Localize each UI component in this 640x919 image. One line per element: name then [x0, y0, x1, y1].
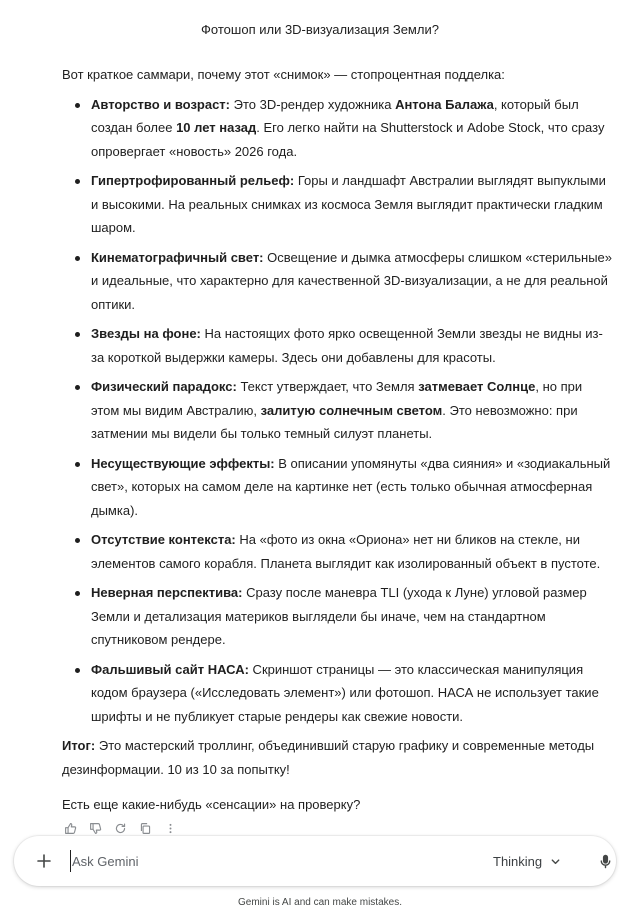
list-item: [62, 375, 612, 446]
point-text: Это 3D-рендер художника: [230, 96, 396, 112]
point-emphasis: Антона Балажа: [395, 96, 494, 112]
followup-question: Есть еще какие-нибудь «сенсации» на проверку?: [62, 797, 361, 812]
list-item: [62, 581, 612, 652]
point-text: Сразу после маневра TLI (ухода к Луне) угловой размер Земли и детализация материков выглядели бы иначе, чем на стандартном спутниковом рендере.: [91, 585, 587, 647]
point-heading: Отсутствие контекста:: [91, 532, 236, 547]
point-text: , но при этом мы видим Австралию,: [91, 379, 583, 418]
summary-text: Это мастерский троллинг, объединивший старую графику и современные методы дезинформации. 10 из 10 за попытку!: [62, 738, 595, 777]
thumb-up-icon[interactable]: [62, 820, 78, 836]
mode-label: Thinking: [493, 853, 543, 869]
more-vert-icon[interactable]: [162, 820, 178, 836]
point-text: . Его легко найти на Shutterstock и Adobe Stock, что сразу опровергает «новость» 2026 года.: [91, 120, 605, 159]
point-text: На «фото из окна «Ориона» нет ни бликов на стекле, ни элементов самого корабля. Планета выглядит как изолированный объект в пустоте.: [91, 532, 601, 571]
add-attachment-button[interactable]: [32, 849, 56, 873]
copy-icon[interactable]: [137, 820, 153, 836]
point-heading: Звезды на фоне:: [91, 326, 201, 341]
point-text: , который был создан более: [91, 96, 579, 135]
list-item: [62, 169, 612, 240]
point-text: Скриншот страницы — это классическая манипуляция кодом браузера («Исследовать элемент») или фотошоп. НАСА не использует такие шрифты и не публикует старые рендеры как свежие новости.: [91, 661, 599, 724]
point-text: На настоящих фото ярко освещенной Земли звезды не видны из-за короткой выдержки камеры. Здесь они добавлены для красоты.: [91, 326, 603, 365]
point-text: Горы и ландшафт Австралии выглядят выпуклыми и высокими. На реальных снимках из космоса Земля выглядит практически гладким шаром.: [91, 173, 606, 235]
point-text: В описании упомянуты «два сияния» и «зодиакальный свет», которых на самом деле на картинке нет (есть только обычная атмосферная дымка).: [91, 455, 611, 518]
response-intro: Вот краткое саммари, почему этот «снимок» — стопроцентная подделка:: [62, 67, 505, 82]
points-list: [62, 93, 612, 729]
microphone-icon: [598, 854, 613, 869]
point-text: Текст утверждает, что Земля: [236, 379, 419, 394]
regenerate-icon[interactable]: [112, 820, 128, 836]
point-emphasis: 10 лет назад: [176, 120, 257, 135]
point-heading: Фальшивый сайт НАСА:: [91, 661, 249, 677]
mode-selector[interactable]: [493, 850, 561, 872]
list-item: [62, 528, 612, 575]
point-heading: Несуществующие эффекты:: [91, 455, 275, 471]
list-item: [62, 452, 612, 523]
summary-label: Итог:: [62, 738, 96, 753]
page-title: Фотошоп или 3D-визуализация Земли?: [201, 22, 439, 37]
chevron-down-icon: [550, 856, 561, 867]
prompt-bar: [14, 836, 616, 886]
point-heading: Неверная перспектива:: [91, 585, 243, 600]
prompt-input[interactable]: [70, 850, 430, 872]
plus-icon: [36, 853, 52, 869]
disclaimer: Gemini is AI and can make mistakes.: [238, 897, 402, 908]
point-heading: Авторство и возраст:: [91, 96, 231, 112]
point-heading: Физический парадокс:: [91, 379, 237, 394]
point-emphasis: затмевает Солнце: [418, 379, 536, 394]
list-item: [62, 246, 612, 317]
summary-paragraph: [62, 734, 612, 781]
microphone-button[interactable]: [594, 850, 616, 872]
point-text: . Это невозможно: при затмении мы видели бы только темный силуэт планеты.: [91, 402, 578, 441]
thumb-down-icon[interactable]: [87, 820, 103, 836]
list-item: [62, 93, 612, 164]
point-emphasis: залитую солнечным светом: [260, 402, 443, 418]
point-heading: Кинематографичный свет:: [91, 249, 264, 265]
list-item: [62, 658, 612, 729]
point-text: Освещение и дымка атмосферы слишком «стерильные» и идеальные, что характерно для качественной 3D-визуализации, а не для реальной оптики.: [91, 249, 613, 312]
point-heading: Гипертрофированный рельеф:: [91, 173, 295, 188]
response-actions: [62, 820, 178, 836]
list-item: [62, 322, 612, 369]
response-body: [62, 63, 612, 817]
